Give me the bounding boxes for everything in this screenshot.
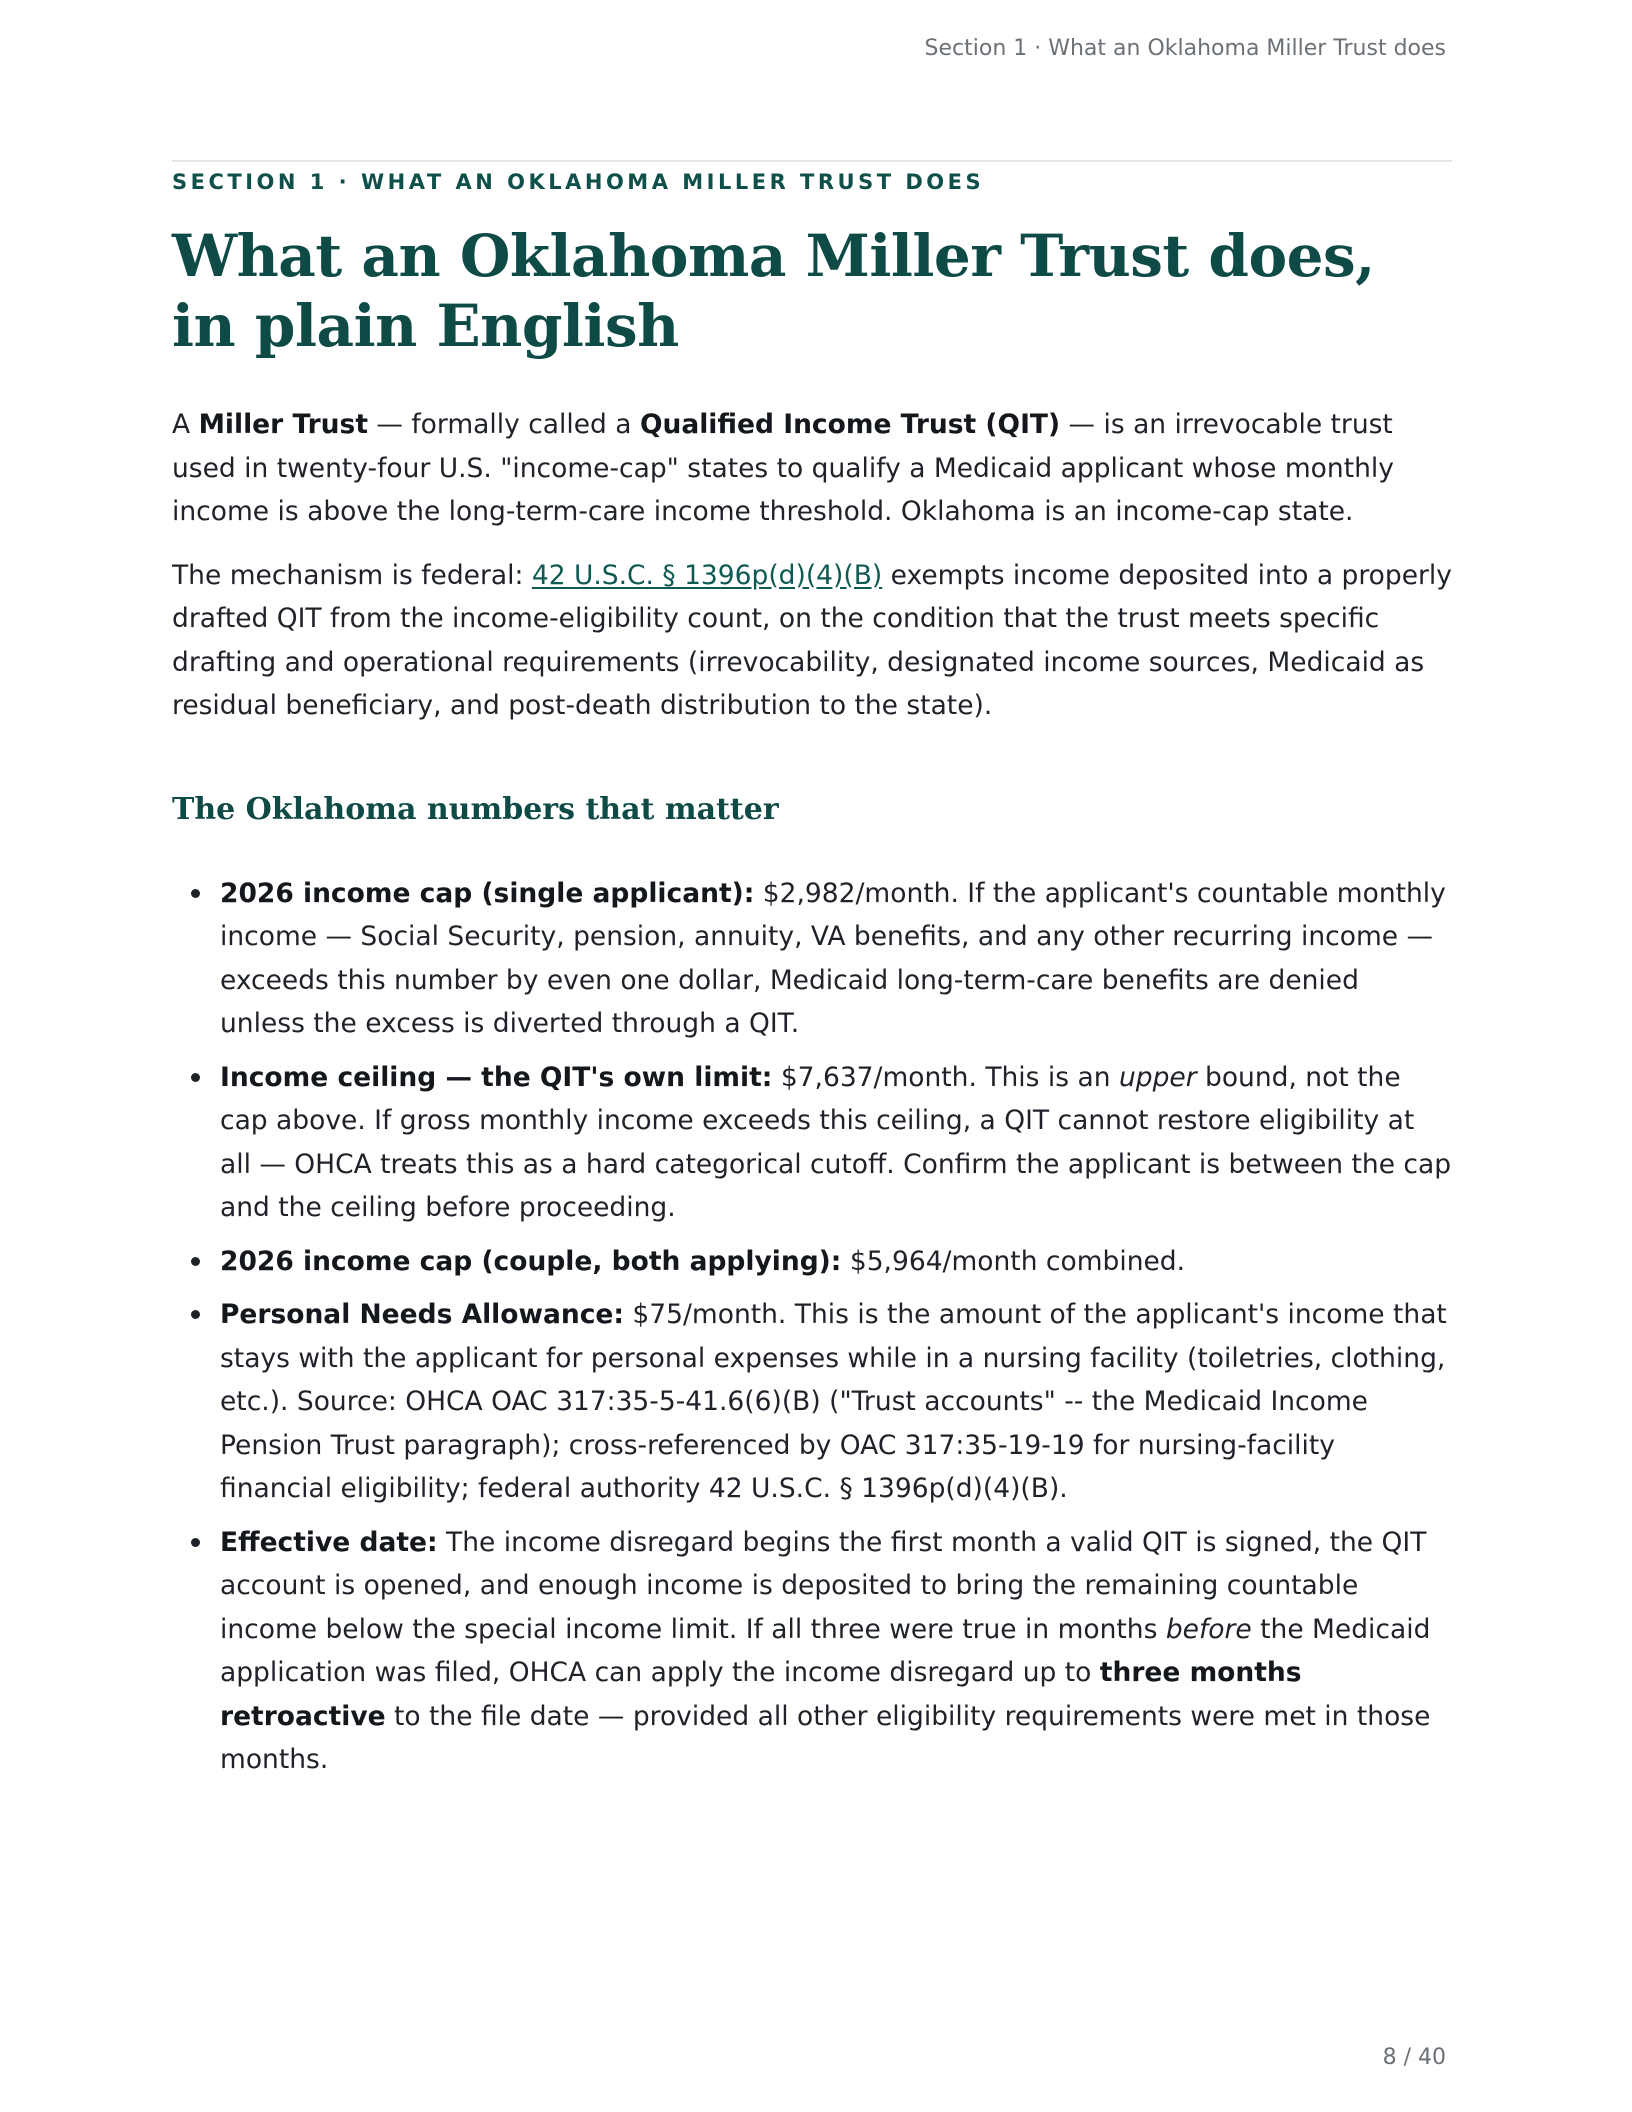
item-label: 2026 income cap (couple, both applying): (220, 1245, 842, 1277)
item-label: Personal Needs Allowance: (220, 1299, 624, 1331)
bullet-icon (191, 1538, 200, 1547)
item-text: the Medicaid application was filed, OHCA can apply the income disregard up to (220, 1613, 1431, 1689)
item-text: $7,637/month. This is an (772, 1061, 1119, 1093)
item-label: 2026 income cap (single applicant): (220, 877, 755, 909)
item-text: $75/month. This is the amount of the applicant's income that stays with the applicant for personal expenses while in a nursing facility (toiletries, clothing, etc.). Source: OHCA OAC 317:35-5-41.6(6)(B) ("Trust accounts" -- the Medicaid Income Pension Trust paragraph); cross-referenced by OAC 317:35-19-19 for nursing-facility financial eligibility; federal authority 42 U.S.C. § 1396p(d)(4)(B). (220, 1299, 1447, 1505)
list-item (220, 1056, 1452, 1230)
item-text: $5,964/month combined. (841, 1245, 1186, 1277)
term-miller-trust: Miller Trust (198, 409, 368, 441)
item-text: The income disregard begins the first month a valid QIT is signed, the QIT account is opened, and enough income is deposited to bring the remaining countable income below the special income limit. If all three were true in months (220, 1526, 1427, 1645)
item-text: $2,982/month. If the applicant's countable monthly income — Social Security, pension, annuity, VA benefits, and any other recurring income — exceeds this number by even one dollar, Medicaid long-term-care benefits are denied unless the excess is diverted through a QIT. (220, 877, 1446, 1040)
numbers-heading: The Oklahoma numbers that matter (172, 791, 779, 827)
item-text: to the file date — provided all other eligibility requirements were met in those months. (220, 1700, 1431, 1776)
text-run: A (172, 409, 199, 441)
item-emphasis: before (1165, 1613, 1252, 1645)
list-item (220, 1521, 1452, 1782)
page-number: 8 / 40 (1382, 2045, 1446, 2070)
section-eyebrow: SECTION 1 · WHAT AN OKLAHOMA MILLER TRUST DOES (172, 170, 985, 194)
item-text: bound, not the cap above. If gross monthly income exceeds this ceiling, a QIT cannot restore eligibility at all — OHCA treats this as a hard categorical cutoff. Confirm the applicant is between the cap and the ceiling before proceeding. (220, 1061, 1452, 1224)
statute-link[interactable]: 42 U.S.C. § 1396p(d)(4)(B) (531, 559, 883, 591)
bullet-icon (191, 1073, 200, 1082)
text-run: — is an irrevocable trust used in twenty-four U.S. "income-cap" states to qualify a Medicaid applicant whose monthly income is above the long-term-care income threshold. Oklahoma is an income-cap state. (172, 409, 1394, 528)
numbers-list (172, 872, 1452, 1782)
text-run: exempts income deposited into a properly drafted QIT from the income-eligibility count, on the condition that the trust meets specific drafting and operational requirements (irrevocability, designated income sources, Medicaid as residual beneficiary, and post-death distribution to the state). (172, 559, 1452, 722)
list-item (220, 1240, 1452, 1284)
list-item (220, 872, 1452, 1046)
page-title: What an Oklahoma Miller Trust does, in plain English (172, 222, 1375, 361)
list-item (220, 1293, 1452, 1511)
item-label: Income ceiling — the QIT's own limit: (220, 1061, 773, 1093)
item-label: Effective date: (220, 1526, 438, 1558)
intro-paragraph-2 (172, 554, 1452, 728)
bullet-icon (191, 1257, 200, 1266)
section-divider (172, 160, 1452, 162)
bullet-icon (191, 889, 200, 898)
bullet-icon (191, 1310, 200, 1319)
text-run: — formally called a (368, 409, 640, 441)
intro-paragraph-1 (172, 403, 1452, 534)
term-qit: Qualified Income Trust (QIT) (639, 409, 1061, 441)
main-content (172, 160, 1452, 1792)
text-run: The mechanism is federal: (172, 559, 532, 591)
item-emphasis: upper (1118, 1061, 1197, 1093)
item-bold: three months retroactive (220, 1657, 1302, 1732)
running-header: Section 1 · What an Oklahoma Miller Trust does (924, 36, 1446, 61)
